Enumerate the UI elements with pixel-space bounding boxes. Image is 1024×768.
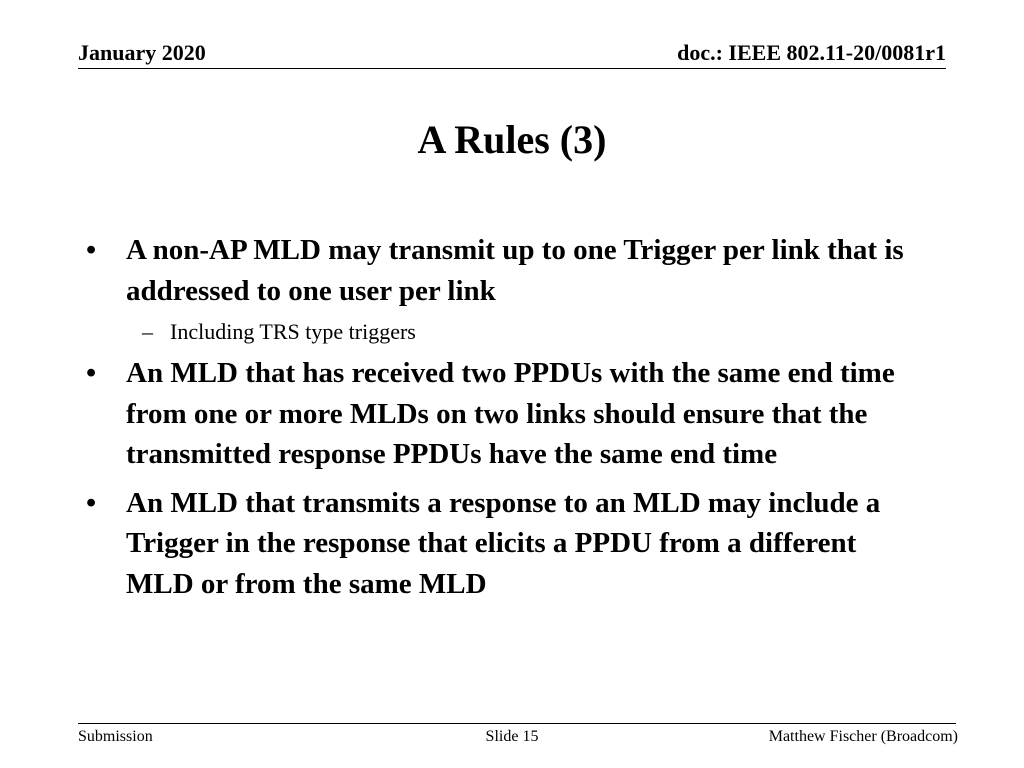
footer-divider xyxy=(78,723,956,724)
slide-body xyxy=(86,230,926,604)
bullet-item xyxy=(86,483,926,605)
sub-bullet-text: Including TRS type triggers xyxy=(170,319,416,344)
bullet-text: A non-AP MLD may transmit up to one Trigger per link that is addressed to one user per link xyxy=(126,234,904,307)
bullet-text: An MLD that transmits a response to an MLD may include a Trigger in the response that elicits a PPDU from a different MLD or from the same MLD xyxy=(126,486,881,600)
footer-slide-number: Slide 15 xyxy=(485,728,539,745)
footer-author: Matthew Fischer (Broadcom) xyxy=(768,728,958,745)
bullet-marker: • xyxy=(86,234,97,266)
bullet-text: An MLD that has received two PPDUs with the same end time from one or more MLDs on two links should ensure that the transmitted response PPDUs have the same end time xyxy=(126,357,895,470)
bullet-item xyxy=(86,353,926,475)
header-date: January 2020 xyxy=(78,40,206,65)
sub-bullet-marker: – xyxy=(142,319,153,344)
sub-bullet-item xyxy=(86,313,926,351)
header-doc-id: doc.: IEEE 802.11-20/0081r1 xyxy=(677,40,946,65)
bullet-marker: • xyxy=(86,357,97,389)
footer-submission: Submission xyxy=(78,728,153,745)
bullet-item xyxy=(86,230,926,311)
bullet-marker: • xyxy=(86,486,97,519)
slide-title: A Rules (3) xyxy=(417,117,607,162)
header-divider xyxy=(78,68,946,69)
